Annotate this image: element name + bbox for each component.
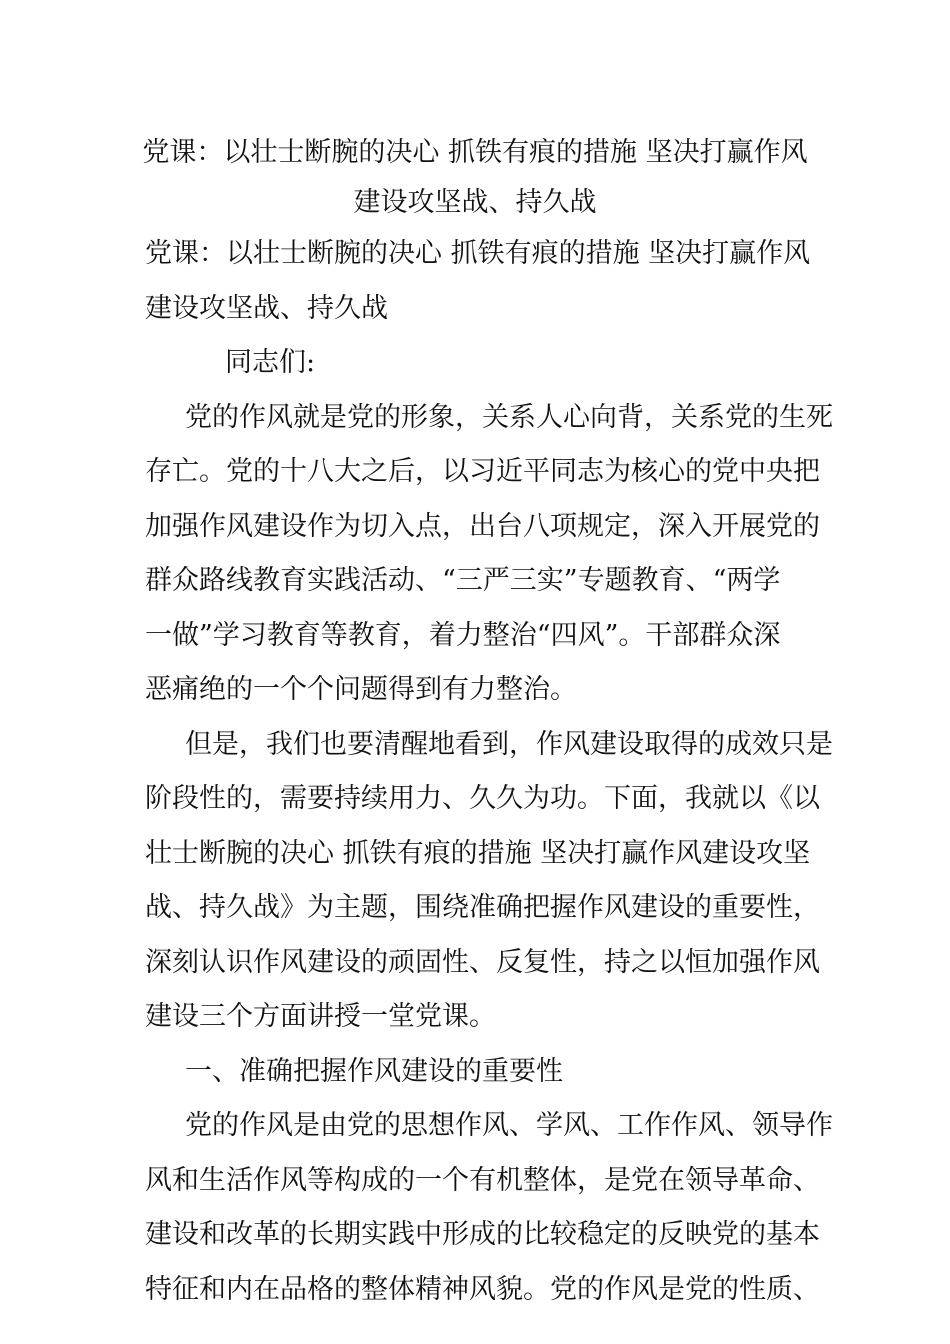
paragraph-line: 深刻认识作风建设的顽固性、反复性，持之以恒加强作风 xyxy=(145,946,820,978)
subtitle-line: 党课：以壮士断腕的决心 抓铁有痕的措施 坚决打赢作风 xyxy=(145,238,811,269)
paragraph-line: 壮士断腕的决心 抓铁有痕的措施 坚决打赢作风建设攻坚 xyxy=(145,837,811,869)
paragraph-line: 但是，我们也要清醒地看到，作风建设取得的成效只是 xyxy=(185,728,833,760)
paragraph-line: 党的作风就是党的形象，关系人心向背，关系党的生死 xyxy=(185,401,833,433)
paragraph-line: 建设和改革的长期实践中形成的比较稳定的反映党的基本 xyxy=(145,1219,820,1250)
paragraph-line: 一做”学习教育等教育，着力整治“四风”。干部群众深 xyxy=(145,619,781,651)
paragraph-line: 恶痛绝的一个个问题得到有力整治。 xyxy=(145,674,577,705)
document-body xyxy=(145,227,833,1317)
paragraph-3 xyxy=(145,1099,833,1317)
greeting: 同志们: xyxy=(225,347,316,378)
paragraph-line: 建设三个方面讲授一堂党课。 xyxy=(145,1001,496,1032)
paragraph-line: 存亡。党的十八大之后，以习近平同志为核心的党中央把 xyxy=(145,456,820,487)
paragraph-2 xyxy=(145,718,833,1045)
section-heading xyxy=(145,1045,810,1100)
paragraph-line: 加强作风建设作为切入点，出台八项规定，深入开展党的 xyxy=(145,510,820,542)
paragraph-1 xyxy=(145,391,833,718)
subtitle-line: 建设攻坚战、持久战 xyxy=(145,292,388,324)
title-line: 建设攻坚战、持久战 xyxy=(353,187,597,218)
paragraph-line: 党的作风是由党的思想作风、学风、工作作风、领导作 xyxy=(185,1110,833,1141)
section-heading-text: 一、准确把握作风建设的重要性 xyxy=(185,1055,563,1087)
paragraph-line: 特征和内在品格的整体精神风貌。党的作风是党的性质、 xyxy=(145,1273,820,1305)
title-line: 党课：以壮士断腕的决心 抓铁有痕的措施 坚决打赢作风 xyxy=(142,137,808,168)
document-title xyxy=(130,128,820,228)
paragraph-line: 阶段性的，需要持续用力、久久为功。下面，我就以《以 xyxy=(145,783,820,814)
paragraph-line: 群众路线教育实践活动、“三严三实”专题教育、“两学 xyxy=(145,565,781,596)
paragraph-line: 风和生活作风等构成的一个有机整体，是党在领导革命、 xyxy=(145,1164,820,1196)
paragraph-line: 战、持久战》为主题，围绕准确把握作风建设的重要性， xyxy=(145,892,820,923)
